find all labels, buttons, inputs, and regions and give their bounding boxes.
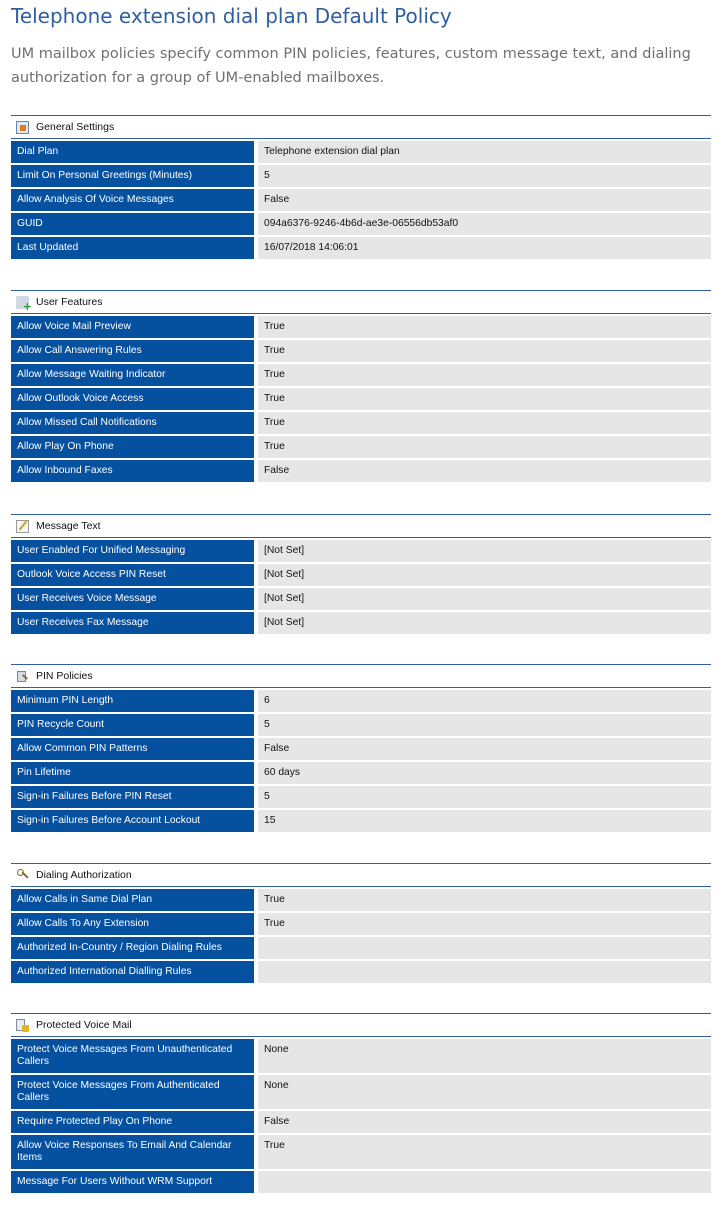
table-row — [11, 1075, 711, 1109]
section-header — [11, 290, 711, 314]
property-label: Authorized In-Country / Region Dialing Rules — [11, 937, 254, 959]
section-header — [11, 514, 711, 538]
property-value: 16/07/2018 14:06:01 — [258, 237, 711, 259]
property-label: PIN Recycle Count — [11, 714, 254, 736]
property-label: Allow Calls To Any Extension — [11, 913, 254, 935]
table-row — [11, 189, 711, 211]
property-value: [Not Set] — [258, 540, 711, 562]
property-value: 15 — [258, 810, 711, 832]
property-value — [258, 1171, 711, 1193]
property-label: Outlook Voice Access PIN Reset — [11, 564, 254, 586]
table-row — [11, 913, 711, 935]
section-user-features — [11, 290, 711, 484]
table-row — [11, 237, 711, 259]
property-label: Allow Play On Phone — [11, 436, 254, 458]
property-value: False — [258, 460, 711, 482]
dialing-authorization-icon — [16, 869, 29, 882]
property-label: Allow Missed Call Notifications — [11, 412, 254, 434]
table-row — [11, 412, 711, 434]
property-label: Allow Message Waiting Indicator — [11, 364, 254, 386]
table-row — [11, 889, 711, 911]
table-row — [11, 165, 711, 187]
table-row — [11, 141, 711, 163]
section-title: Message Text — [36, 520, 101, 532]
section-title: User Features — [36, 296, 103, 308]
section-dialing-authorization — [11, 863, 711, 985]
property-label: Allow Analysis Of Voice Messages — [11, 189, 254, 211]
section-header — [11, 115, 711, 139]
section-message-text — [11, 514, 711, 636]
table-row — [11, 714, 711, 736]
section-title: General Settings — [36, 121, 115, 133]
property-label: Sign-in Failures Before PIN Reset — [11, 786, 254, 808]
property-label: Message For Users Without WRM Support — [11, 1171, 254, 1193]
property-value: None — [258, 1075, 711, 1109]
page-description: UM mailbox policies specify common PIN policies, features, custom message text, and dialing authorization for a group of UM-enabled mailboxes. — [11, 46, 691, 86]
property-value: [Not Set] — [258, 588, 711, 610]
property-label: Allow Call Answering Rules — [11, 340, 254, 362]
property-label: User Receives Fax Message — [11, 612, 254, 634]
property-value: True — [258, 1135, 711, 1169]
table-row — [11, 436, 711, 458]
property-value: True — [258, 889, 711, 911]
property-label: Protect Voice Messages From Authenticated Callers — [11, 1075, 254, 1109]
property-label: Authorized International Dialling Rules — [11, 961, 254, 983]
section-title: PIN Policies — [36, 670, 93, 682]
property-value: 5 — [258, 165, 711, 187]
page-title: Telephone extension dial plan Default Policy — [11, 4, 452, 28]
property-label: Allow Calls in Same Dial Plan — [11, 889, 254, 911]
table-row — [11, 690, 711, 712]
table-row — [11, 937, 711, 959]
section-protected-voice-mail — [11, 1013, 711, 1195]
property-value: [Not Set] — [258, 612, 711, 634]
section-title: Dialing Authorization — [36, 869, 132, 881]
property-label: Limit On Personal Greetings (Minutes) — [11, 165, 254, 187]
property-label: Minimum PIN Length — [11, 690, 254, 712]
section-header — [11, 863, 711, 887]
table-row — [11, 1171, 711, 1193]
property-value: 5 — [258, 714, 711, 736]
property-value: True — [258, 316, 711, 338]
property-value: Telephone extension dial plan — [258, 141, 711, 163]
property-label: Allow Voice Responses To Email And Calendar Items — [11, 1135, 254, 1169]
section-header — [11, 664, 711, 688]
property-value: 60 days — [258, 762, 711, 784]
property-value: False — [258, 189, 711, 211]
property-value: 094a6376-9246-4b6d-ae3e-06556db53af0 — [258, 213, 711, 235]
property-label: Protect Voice Messages From Unauthenticated Callers — [11, 1039, 254, 1073]
table-row — [11, 738, 711, 760]
property-label: User Enabled For Unified Messaging — [11, 540, 254, 562]
property-label: GUID — [11, 213, 254, 235]
property-value: True — [258, 913, 711, 935]
property-value: [Not Set] — [258, 564, 711, 586]
property-value: True — [258, 340, 711, 362]
property-label: Allow Common PIN Patterns — [11, 738, 254, 760]
protected-voice-mail-icon — [16, 1019, 29, 1032]
property-label: Allow Outlook Voice Access — [11, 388, 254, 410]
property-label: Require Protected Play On Phone — [11, 1111, 254, 1133]
table-row — [11, 460, 711, 482]
property-value: True — [258, 364, 711, 386]
table-row — [11, 340, 711, 362]
table-row — [11, 1111, 711, 1133]
message-text-icon — [16, 520, 29, 533]
property-label: Last Updated — [11, 237, 254, 259]
property-value — [258, 961, 711, 983]
pin-policies-icon — [16, 670, 29, 683]
property-value: True — [258, 436, 711, 458]
property-value: 5 — [258, 786, 711, 808]
property-value — [258, 937, 711, 959]
settings-icon — [16, 121, 29, 134]
property-label: User Receives Voice Message — [11, 588, 254, 610]
property-label: Pin Lifetime — [11, 762, 254, 784]
table-row — [11, 388, 711, 410]
table-row — [11, 762, 711, 784]
property-value: True — [258, 388, 711, 410]
property-label: Sign-in Failures Before Account Lockout — [11, 810, 254, 832]
section-header — [11, 1013, 711, 1037]
table-row — [11, 316, 711, 338]
property-label: Allow Voice Mail Preview — [11, 316, 254, 338]
section-title: Protected Voice Mail — [36, 1019, 132, 1031]
user-features-icon — [16, 296, 29, 309]
table-row — [11, 540, 711, 562]
table-row — [11, 213, 711, 235]
table-row — [11, 588, 711, 610]
property-value: 6 — [258, 690, 711, 712]
property-label: Dial Plan — [11, 141, 254, 163]
section-general-settings — [11, 115, 711, 261]
property-label: Allow Inbound Faxes — [11, 460, 254, 482]
table-row — [11, 1039, 711, 1073]
table-row — [11, 810, 711, 832]
section-pin-policies — [11, 664, 711, 834]
property-value: None — [258, 1039, 711, 1073]
table-row — [11, 364, 711, 386]
table-row — [11, 961, 711, 983]
property-value: False — [258, 1111, 711, 1133]
property-value: False — [258, 738, 711, 760]
table-row — [11, 564, 711, 586]
table-row — [11, 786, 711, 808]
table-row — [11, 612, 711, 634]
property-value: True — [258, 412, 711, 434]
table-row — [11, 1135, 711, 1169]
